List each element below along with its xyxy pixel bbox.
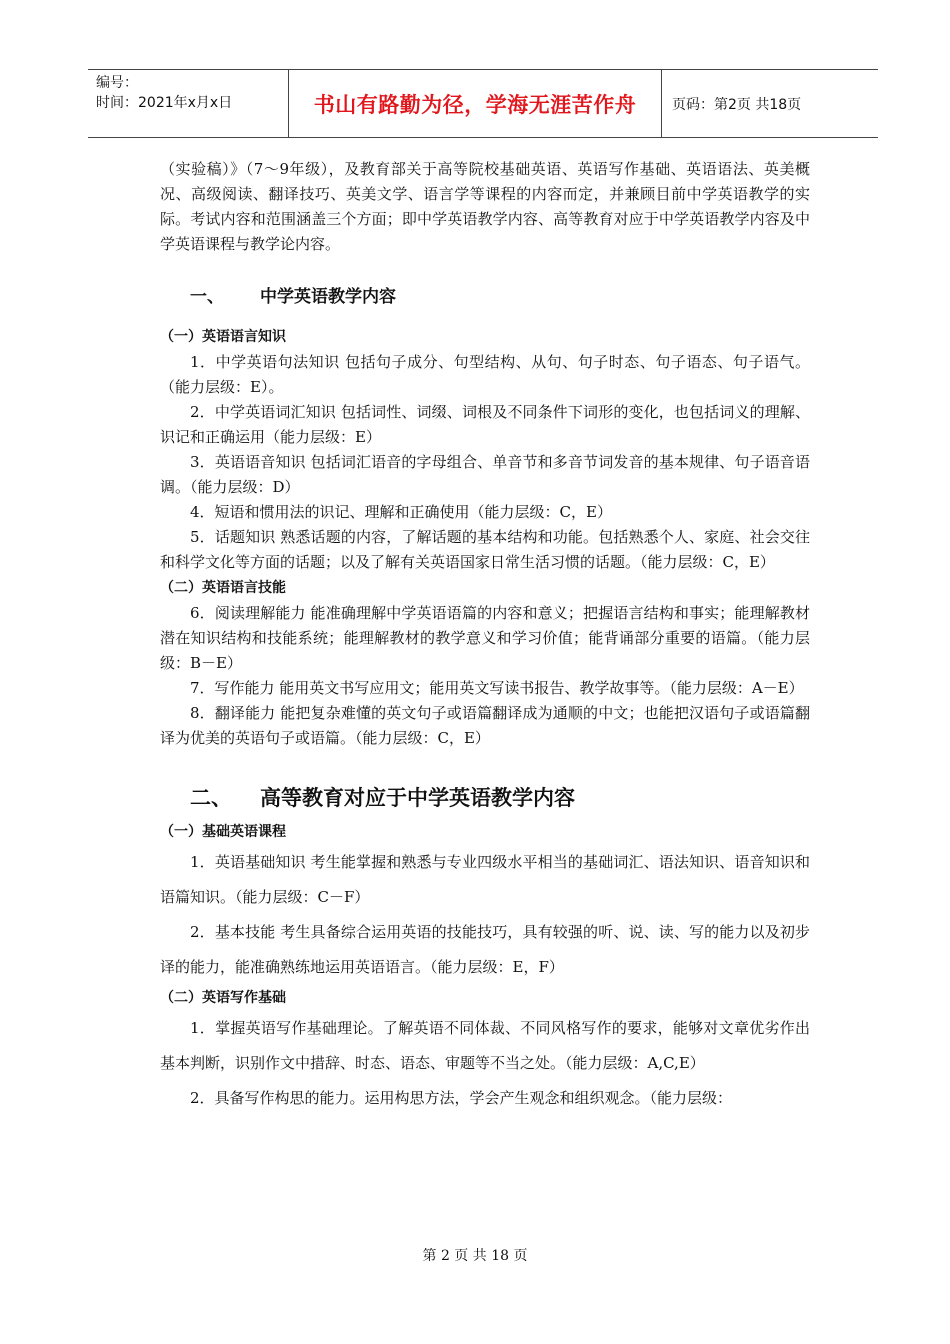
header-motto: 书山有路勤为径，学海无涯苦作舟: [288, 70, 662, 137]
list-item: 2．中学英语词汇知识 包括词性、词缀、词根及不同条件下词形的变化，也包括词义的理解、识记和正确运用（能力层级：E）: [160, 403, 810, 446]
list-item: 4．短语和惯用法的识记、理解和正确使用（能力层级：C，E）: [190, 503, 612, 521]
list-item: 7．写作能力 能用英文书写应用文；能用英文写读书报告、教学故事等。（能力层级：A－E）: [190, 679, 804, 697]
subsection-heading: （二）英语语言技能: [160, 580, 286, 596]
section-heading-2: [160, 783, 810, 813]
list-item: 1．掌握英语写作基础理论。了解英语不同体裁、不同风格写作的要求，能够对文章优劣作出基本判断，识别作文中措辞、时态、语态、审题等不当之处。（能力层级：A,C,E）: [160, 1019, 810, 1072]
header-page-label: 页码：第2页 共18页: [672, 96, 802, 113]
subsection-heading: （一）基础英语课程: [160, 824, 286, 840]
section-heading-1: [160, 284, 810, 310]
list-item: 6．阅读理解能力 能准确理解中学英语语篇的内容和意义；把握语言结构和事实；能理解教材潜在知识结构和技能系统；能理解教材的教学意义和学习价值；能背诵部分重要的语篇。（能力层级：B－E）: [160, 604, 810, 672]
list-item: 3．英语语音知识 包括词汇语音的字母组合、单音节和多音节词发音的基本规律、句子语音语调。（能力层级：D）: [160, 453, 810, 496]
page-header: [88, 69, 878, 138]
list-item: 1．中学英语句法知识 包括句子成分、句型结构、从句、句子时态、句子语态、句子语气。（能力层级：E）。: [160, 353, 810, 396]
document-body: [160, 157, 810, 1116]
list-item: 5．话题知识 熟悉话题的内容，了解话题的基本结构和功能。包括熟悉个人、家庭、社会交往和科学文化等方面的话题；以及了解有关英语国家日常生活习惯的话题。（能力层级：C，E）: [160, 528, 810, 571]
list-item: 8．翻译能力 能把复杂难懂的英文句子或语篇翻译成为通顺的中文；也能把汉语句子或语篇翻译为优美的英语句子或语篇。（能力层级：C，E）: [160, 704, 810, 747]
intro-paragraph: （实验稿）》（7～9年级），及教育部关于高等院校基础英语、英语写作基础、英语语法、英美概况、高级阅读、翻译技巧、英美文学、语言学等课程的内容而定，并兼顾目前中学英语教学的实际。考试内容和范围涵盖三个方面；即中学英语教学内容、高等教育对应于中学英语教学内容及中学英语课程与教学论内容。: [160, 160, 810, 253]
subsection-heading: （一）英语语言知识: [160, 329, 286, 345]
subsection-heading: （二）英语写作基础: [160, 990, 286, 1006]
list-item: 2．具备写作构思的能力。运用构思方法，学会产生观念和组织观念。（能力层级：: [190, 1089, 733, 1107]
list-item: 2．基本技能 考生具备综合运用英语的技能技巧，具有较强的听、说、读、写的能力以及初步译的能力，能准确熟练地运用英语语言。（能力层级：E，F）: [160, 923, 810, 976]
section-number: 二、: [190, 786, 232, 810]
section-title: 高等教育对应于中学英语教学内容: [260, 786, 575, 810]
time-label: 时间：2021年x月x日: [96, 95, 233, 111]
section-number: 一、: [190, 287, 224, 307]
section-title: 中学英语教学内容: [260, 287, 396, 307]
list-item: 1．英语基础知识 考生能掌握和熟悉与专业四级水平相当的基础词汇、语法知识、语音知识和语篇知识。（能力层级：C－F）: [160, 853, 810, 906]
page-footer: 第 2 页 共 18 页: [422, 1248, 528, 1264]
number-label: 编号：: [96, 75, 138, 91]
header-meta: [88, 70, 288, 137]
